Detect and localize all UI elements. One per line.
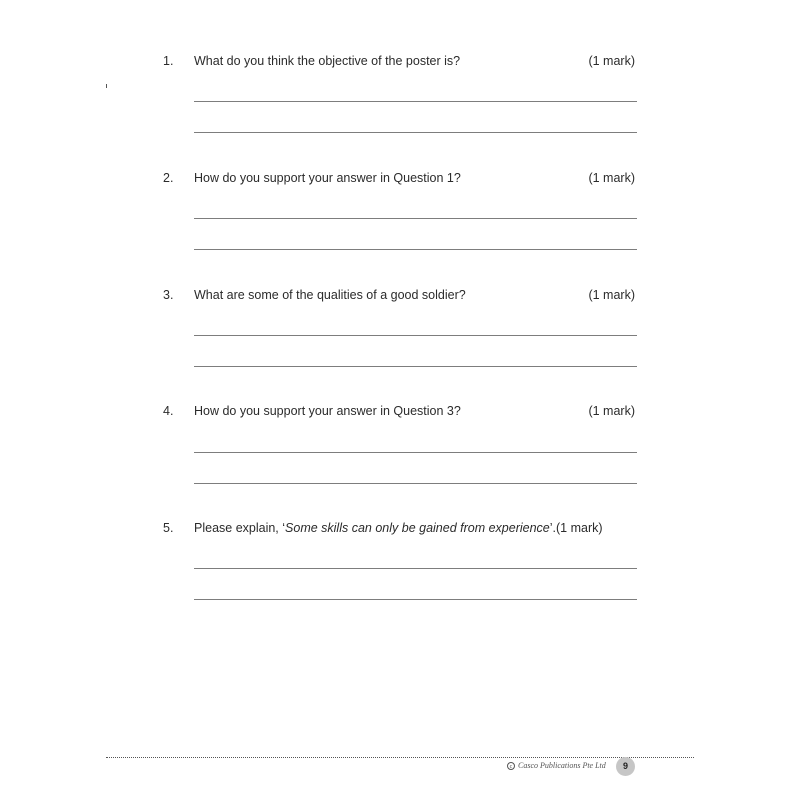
footer-divider <box>106 757 694 758</box>
question-mark-value: (1 mark) <box>588 404 635 418</box>
copyright-notice <box>507 761 606 770</box>
question-5 <box>104 520 696 544</box>
question-number: 1. <box>163 54 174 68</box>
margin-mark <box>106 84 107 88</box>
question-3 <box>104 287 696 311</box>
question-mark-value: (1 mark) <box>588 171 635 185</box>
question-number: 3. <box>163 288 174 302</box>
answer-line[interactable] <box>194 218 637 219</box>
answer-line[interactable] <box>194 452 637 453</box>
page-number-badge: 9 <box>616 757 635 776</box>
copyright-icon: c <box>507 762 515 770</box>
answer-line[interactable] <box>194 599 637 600</box>
question-4 <box>104 403 696 427</box>
question-text: How do you support your answer in Question 3? <box>194 404 461 418</box>
question-number: 4. <box>163 404 174 418</box>
answer-line[interactable] <box>194 249 637 250</box>
answer-line[interactable] <box>194 483 637 484</box>
question-1 <box>104 53 696 77</box>
answer-line[interactable] <box>194 366 637 367</box>
answer-line[interactable] <box>194 101 637 102</box>
question-mark-value: (1 mark) <box>588 288 635 302</box>
quoted-phrase: Some skills can only be gained from experience <box>285 521 550 535</box>
question-number: 2. <box>163 171 174 185</box>
question-mark-value: (1 mark) <box>588 54 635 68</box>
question-text <box>194 520 603 536</box>
question-number: 5. <box>163 521 174 535</box>
publisher-name: Casco Publications Pte Ltd <box>518 761 606 770</box>
answer-line[interactable] <box>194 568 637 569</box>
question-2 <box>104 170 696 194</box>
answer-line[interactable] <box>194 132 637 133</box>
question-text-suffix: ’. <box>549 521 557 535</box>
worksheet-page <box>104 0 696 800</box>
question-mark-value: (1 mark) <box>556 521 603 535</box>
answer-line[interactable] <box>194 335 637 336</box>
question-text: What do you think the objective of the poster is? <box>194 54 461 68</box>
question-text-prefix: Please explain, ‘ <box>194 521 286 535</box>
question-text: How do you support your answer in Question 1? <box>194 171 461 185</box>
question-text: What are some of the qualities of a good soldier? <box>194 288 466 302</box>
